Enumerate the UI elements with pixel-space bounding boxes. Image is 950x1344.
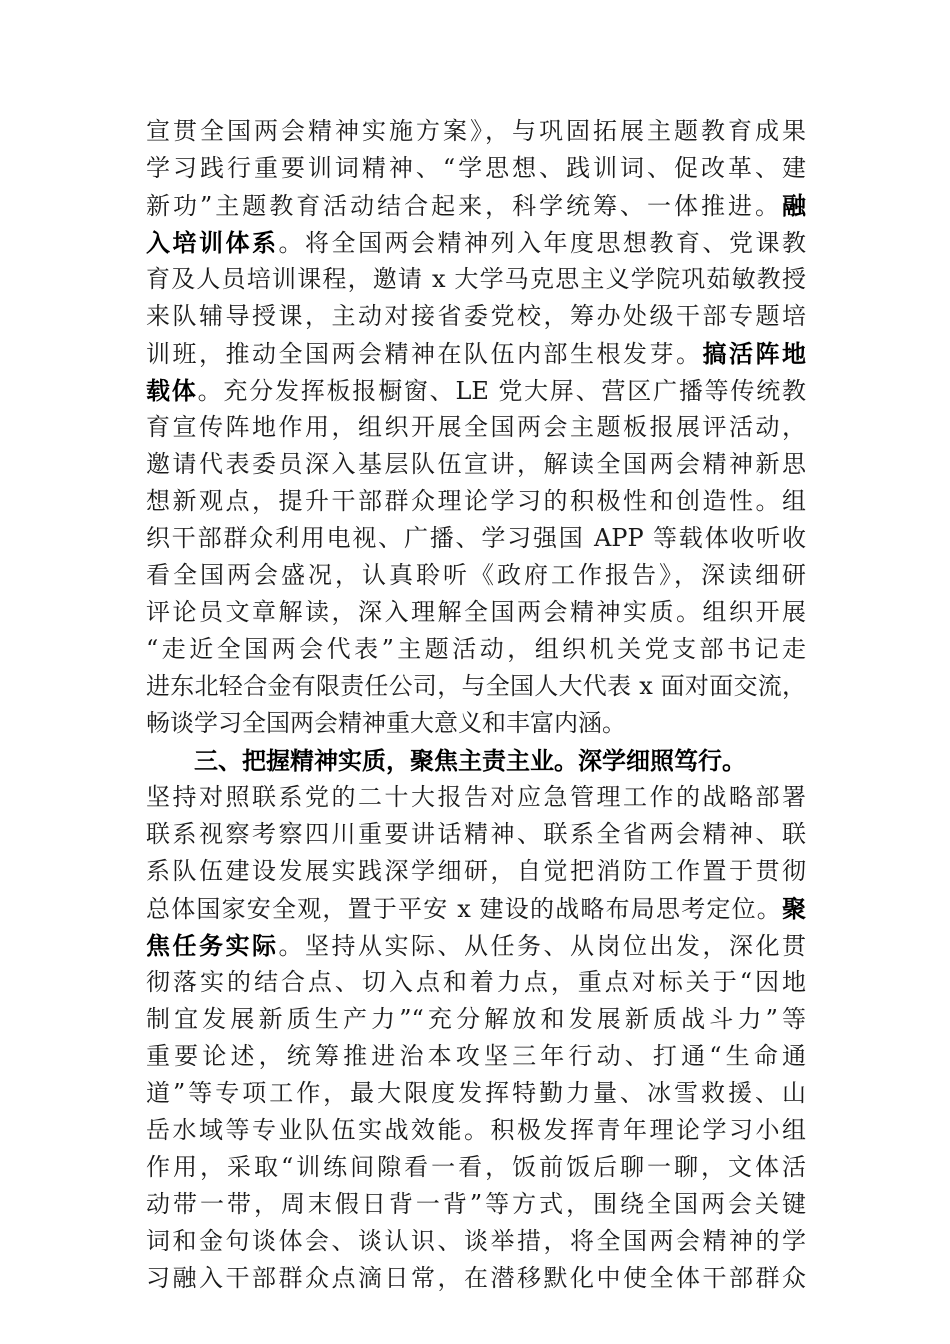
- text-run: 新功”主题教育活动结合起来，科学统筹、一体推进。: [146, 192, 782, 220]
- text-line: [146, 446, 806, 483]
- bold-text-run: 载体: [146, 376, 198, 405]
- text-line: [146, 520, 806, 557]
- text-run: 进东北轻合金有限责任公司，与全国人大代表 x 面对面交流，: [146, 672, 806, 700]
- text-line: [146, 409, 806, 446]
- text-run: 想新观点，提升干部群众理论学习的积极性和创造性。组: [146, 487, 806, 515]
- document-body: [146, 113, 806, 1297]
- bold-text-run: 聚: [782, 894, 806, 923]
- text-line: [146, 1260, 806, 1297]
- text-run: 系队伍建设发展实践深学细研，自觉把消防工作置于贯彻: [146, 857, 806, 885]
- bold-text-run: 三、把握精神实质，聚焦主责主业。深学细照笃行。: [194, 746, 746, 775]
- text-run: 词和金句谈体会、谈认识、谈举措，将全国两会精神的学: [146, 1227, 806, 1255]
- text-line: [146, 557, 806, 594]
- text-run: “走近全国两会代表”主题活动，组织机关党支部书记走: [146, 635, 806, 663]
- text-run: 来队辅导授课，主动对接省委党校，筹办处级干部专题培: [146, 302, 806, 330]
- text-run: 织干部群众利用电视、广播、学习强国 APP 等载体收听收: [146, 524, 806, 552]
- text-run: 学习践行重要训词精神、“学思想、践训词、促改革、建: [146, 154, 806, 182]
- text-run: 彻落实的结合点、切入点和着力点，重点对标关于“因地: [146, 968, 806, 996]
- text-line: [146, 853, 806, 890]
- bold-text-run: 入培训体系: [146, 228, 279, 257]
- text-run: 育及人员培训课程，邀请 x 大学马克思主义学院巩茹敏教授: [146, 265, 806, 293]
- text-line: [146, 594, 806, 631]
- text-run: 训班，推动全国两会精神在队伍内部生根发芽。: [146, 340, 703, 368]
- text-line: [146, 964, 806, 1001]
- text-run: 育宣传阵地作用，组织开展全国两会主题板报展评活动，: [146, 413, 806, 441]
- text-line: [146, 224, 806, 261]
- text-run: 习融入干部群众点滴日常，在潜移默化中使全体干部群众: [146, 1264, 806, 1292]
- text-run: 制宜发展新质生产力”“充分解放和发展新质战斗力”等: [146, 1005, 806, 1033]
- text-line: [146, 1186, 806, 1223]
- text-line: [146, 1223, 806, 1260]
- text-run: 道”等专项工作，最大限度发挥特勤力量、冰雪救援、山: [146, 1079, 806, 1107]
- text-line: [146, 1075, 806, 1112]
- text-line: [146, 1149, 806, 1186]
- bold-text-run: 焦任务实际: [146, 931, 279, 960]
- text-line: [146, 668, 806, 705]
- text-line: [146, 150, 806, 187]
- text-line: [146, 779, 806, 816]
- bold-text-run: 搞活阵地: [702, 339, 806, 368]
- text-line: [146, 335, 806, 372]
- text-run: 作用，采取“训练间隙看一看，饭前饭后聊一聊，文体活: [146, 1153, 806, 1181]
- bold-text-run: 融: [782, 191, 806, 220]
- text-line: [146, 631, 806, 668]
- text-run: 岳水域等专业队伍实战效能。积极发挥青年理论学习小组: [146, 1116, 806, 1144]
- text-run: 坚持对照联系党的二十大报告对应急管理工作的战略部署: [146, 783, 806, 811]
- text-line: [146, 705, 806, 742]
- text-line: [146, 261, 806, 298]
- text-run: 邀请代表委员深入基层队伍宣讲，解读全国两会精神新思: [146, 450, 806, 478]
- text-run: 宣贯全国两会精神实施方案》，与巩固拓展主题教育成果: [146, 117, 806, 145]
- text-line: [146, 372, 806, 409]
- text-line: [146, 1038, 806, 1075]
- text-run: 。坚持从实际、从任务、从岗位出发，深化贯: [278, 932, 806, 960]
- text-run: 联系视察考察四川重要讲话精神、联系全省两会精神、联: [146, 820, 806, 848]
- text-run: 动带一带，周末假日背一背”等方式，围绕全国两会关键: [146, 1190, 806, 1218]
- text-line: [146, 483, 806, 520]
- text-line: [146, 1112, 806, 1149]
- text-run: 重要论述，统筹推进治本攻坚三年行动、打通“生命通: [146, 1042, 806, 1070]
- text-line: [146, 113, 806, 150]
- text-run: 评论员文章解读，深入理解全国两会精神实质。组织开展: [146, 598, 806, 626]
- text-line: [146, 816, 806, 853]
- text-line: [146, 927, 806, 964]
- text-line: [146, 890, 806, 927]
- section-heading-line: [146, 742, 806, 779]
- text-run: 看全国两会盛况，认真聆听《政府工作报告》，深读细研: [146, 561, 806, 589]
- text-line: [146, 298, 806, 335]
- text-run: 。将全国两会精神列入年度思想教育、党课教: [278, 229, 806, 257]
- text-run: 畅谈学习全国两会精神重大意义和丰富内涵。: [146, 709, 626, 737]
- text-run: 总体国家安全观，置于平安 x 建设的战略布局思考定位。: [146, 895, 782, 923]
- text-run: 。充分发挥板报橱窗、LE 党大屏、营区广播等传统教: [197, 377, 806, 405]
- text-line: [146, 187, 806, 224]
- text-line: [146, 1001, 806, 1038]
